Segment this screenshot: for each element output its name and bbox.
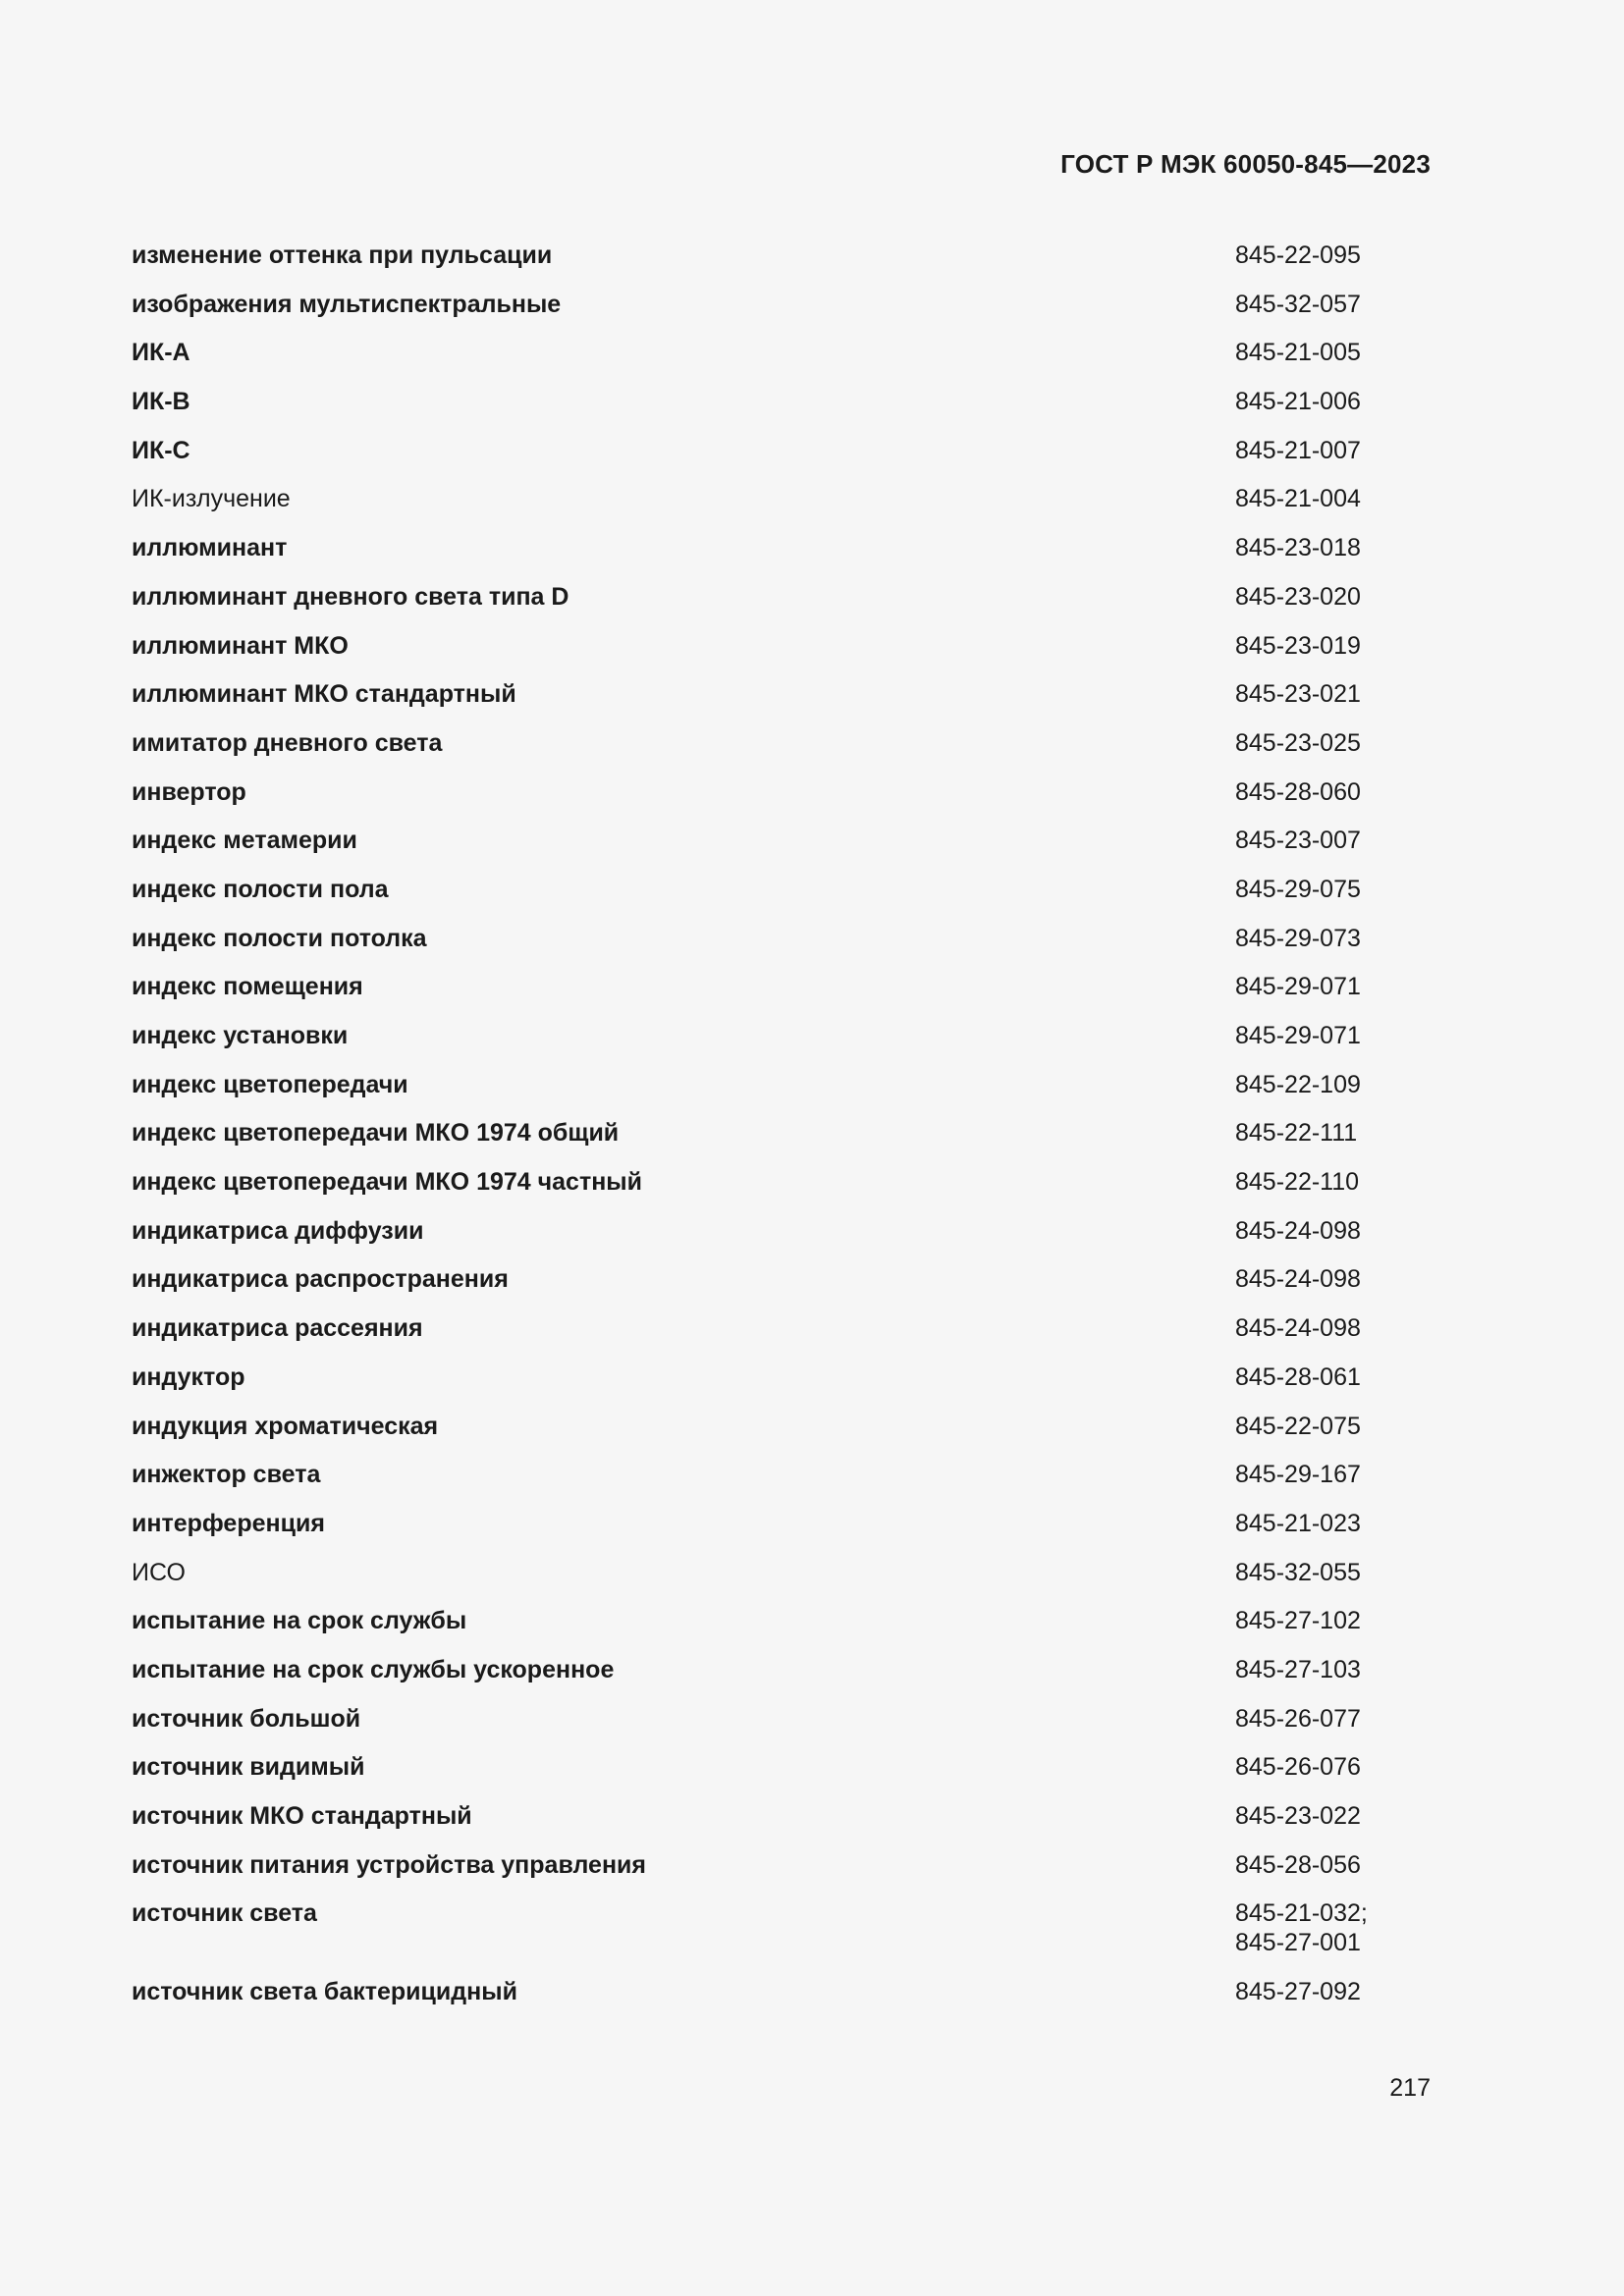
index-entry <box>132 1070 1408 1119</box>
index-entry <box>132 1509 1408 1558</box>
index-reference: 845-28-061 <box>1235 1362 1361 1391</box>
index-term: индекс цветопередачи <box>132 1070 408 1098</box>
index-term: индикатриса распространения <box>132 1265 509 1294</box>
index-term: инжектор света <box>132 1461 321 1489</box>
index-reference: 845-29-071 <box>1235 1022 1361 1049</box>
index-entry <box>132 1558 1408 1607</box>
index-reference: 845-23-020 <box>1235 582 1361 611</box>
index-reference: 845-23-007 <box>1235 827 1361 855</box>
index-reference: 845-29-073 <box>1235 924 1361 952</box>
index-term: имитатор дневного света <box>132 728 443 757</box>
page-number: 217 <box>1389 2074 1431 2102</box>
index-entry <box>132 1801 1408 1850</box>
index-reference <box>1235 1898 1368 1957</box>
index-reference: 845-26-077 <box>1235 1704 1361 1733</box>
index-entry <box>132 728 1408 777</box>
index-reference: 845-21-006 <box>1235 388 1361 416</box>
index-reference: 845-21-005 <box>1235 339 1361 367</box>
index-entry <box>132 240 1408 290</box>
index-entry <box>132 631 1408 680</box>
index-reference: 845-23-019 <box>1235 631 1361 660</box>
index-term: ИСО <box>132 1558 186 1586</box>
index-reference: 845-29-071 <box>1235 973 1361 1001</box>
index-reference-line: 845-21-032; <box>1235 1899 1368 1928</box>
index-entry <box>132 338 1408 387</box>
index-entry <box>132 290 1408 339</box>
index-entry <box>132 436 1408 485</box>
index-entry <box>132 484 1408 533</box>
index-reference: 845-32-055 <box>1235 1558 1361 1586</box>
index-reference: 845-22-111 <box>1235 1119 1358 1148</box>
index-term: иллюминант МКО стандартный <box>132 680 516 709</box>
index-reference: 845-32-057 <box>1235 290 1361 318</box>
index-reference: 845-22-109 <box>1235 1070 1361 1098</box>
index-term: индекс метамерии <box>132 827 357 855</box>
index-term: индекс полости пола <box>132 875 389 903</box>
index-reference: 845-23-022 <box>1235 1802 1361 1830</box>
index-reference: 845-24-098 <box>1235 1314 1361 1343</box>
index-term: иллюминант <box>132 534 288 562</box>
index-reference: 845-28-056 <box>1235 1850 1361 1879</box>
index-term: ИК-А <box>132 339 190 367</box>
index-entry <box>132 1606 1408 1655</box>
index-entry <box>132 875 1408 924</box>
index-entry <box>132 1167 1408 1216</box>
index-reference: 845-24-098 <box>1235 1216 1361 1245</box>
index-entry <box>132 1021 1408 1070</box>
index-entry <box>132 1216 1408 1265</box>
index-entry <box>132 1264 1408 1313</box>
index-term: испытание на срок службы ускоренное <box>132 1655 615 1683</box>
index-reference: 845-21-023 <box>1235 1509 1361 1537</box>
index-entry <box>132 1460 1408 1509</box>
index-entry <box>132 1313 1408 1362</box>
index-entry <box>132 1898 1408 1977</box>
index-reference: 845-24-098 <box>1235 1265 1361 1294</box>
index-reference: 845-23-025 <box>1235 728 1361 757</box>
index-reference: 845-22-110 <box>1235 1168 1360 1197</box>
index-term: индуктор <box>132 1362 245 1391</box>
index-term: источник света <box>132 1899 317 1928</box>
index-term: индикатриса диффузии <box>132 1216 424 1245</box>
index-entry <box>132 387 1408 436</box>
index-entry <box>132 777 1408 827</box>
index-term: индекс установки <box>132 1022 349 1049</box>
index-reference: 845-29-167 <box>1235 1461 1361 1489</box>
index-term: индекс полости потолка <box>132 924 427 952</box>
index-term: источник большой <box>132 1704 361 1733</box>
index-reference: 845-26-076 <box>1235 1753 1361 1782</box>
index-reference: 845-22-075 <box>1235 1412 1361 1440</box>
index-term: индикатриса рассеяния <box>132 1314 423 1343</box>
index-entry <box>132 1977 1408 2026</box>
index-entry <box>132 679 1408 728</box>
index-term: источник видимый <box>132 1753 365 1782</box>
index-entry <box>132 826 1408 875</box>
index-reference: 845-23-021 <box>1235 680 1361 709</box>
index-reference: 845-28-060 <box>1235 777 1361 806</box>
index-entry <box>132 533 1408 582</box>
index-entry <box>132 1704 1408 1753</box>
index-term: источник МКО стандартный <box>132 1802 472 1830</box>
index-reference-line: 845-27-001 <box>1235 1929 1361 1957</box>
index-term: испытание на срок службы <box>132 1607 467 1635</box>
index-term: индекс помещения <box>132 973 363 1001</box>
index-reference: 845-22-095 <box>1235 241 1361 269</box>
index-term: иллюминант дневного света типа D <box>132 582 569 611</box>
index-term: источник света бактерицидный <box>132 1978 517 2006</box>
index-entry <box>132 582 1408 631</box>
index-term: источник питания устройства управления <box>132 1850 646 1879</box>
index-term: ИК-С <box>132 436 190 464</box>
index-term: ИК-излучение <box>132 485 291 513</box>
index-entry <box>132 1850 1408 1899</box>
alphabetical-index-list <box>132 240 1408 2026</box>
index-entry <box>132 924 1408 973</box>
index-term: индекс цветопередачи МКО 1974 общий <box>132 1119 620 1148</box>
index-term: ИК-В <box>132 388 190 416</box>
index-term: изменение оттенка при пульсации <box>132 241 553 269</box>
index-reference: 845-21-004 <box>1235 485 1361 513</box>
index-term: иллюминант МКО <box>132 631 349 660</box>
index-term: индукция хроматическая <box>132 1412 439 1440</box>
index-reference: 845-27-103 <box>1235 1655 1361 1683</box>
index-term: изображения мультиспектральные <box>132 290 562 318</box>
index-term: инвертор <box>132 777 246 806</box>
document-header-title: ГОСТ Р МЭК 60050-845—2023 <box>1060 149 1431 179</box>
index-entry <box>132 1362 1408 1412</box>
index-term: интерференция <box>132 1509 325 1537</box>
index-entry <box>132 1412 1408 1461</box>
index-term: индекс цветопередачи МКО 1974 частный <box>132 1168 643 1197</box>
index-reference: 845-21-007 <box>1235 436 1361 464</box>
index-reference: 845-29-075 <box>1235 875 1361 903</box>
index-entry <box>132 1752 1408 1801</box>
index-entry <box>132 972 1408 1021</box>
index-reference: 845-23-018 <box>1235 534 1361 562</box>
index-reference: 845-27-102 <box>1235 1607 1361 1635</box>
index-entry <box>132 1118 1408 1167</box>
index-reference: 845-27-092 <box>1235 1978 1361 2006</box>
index-entry <box>132 1655 1408 1704</box>
